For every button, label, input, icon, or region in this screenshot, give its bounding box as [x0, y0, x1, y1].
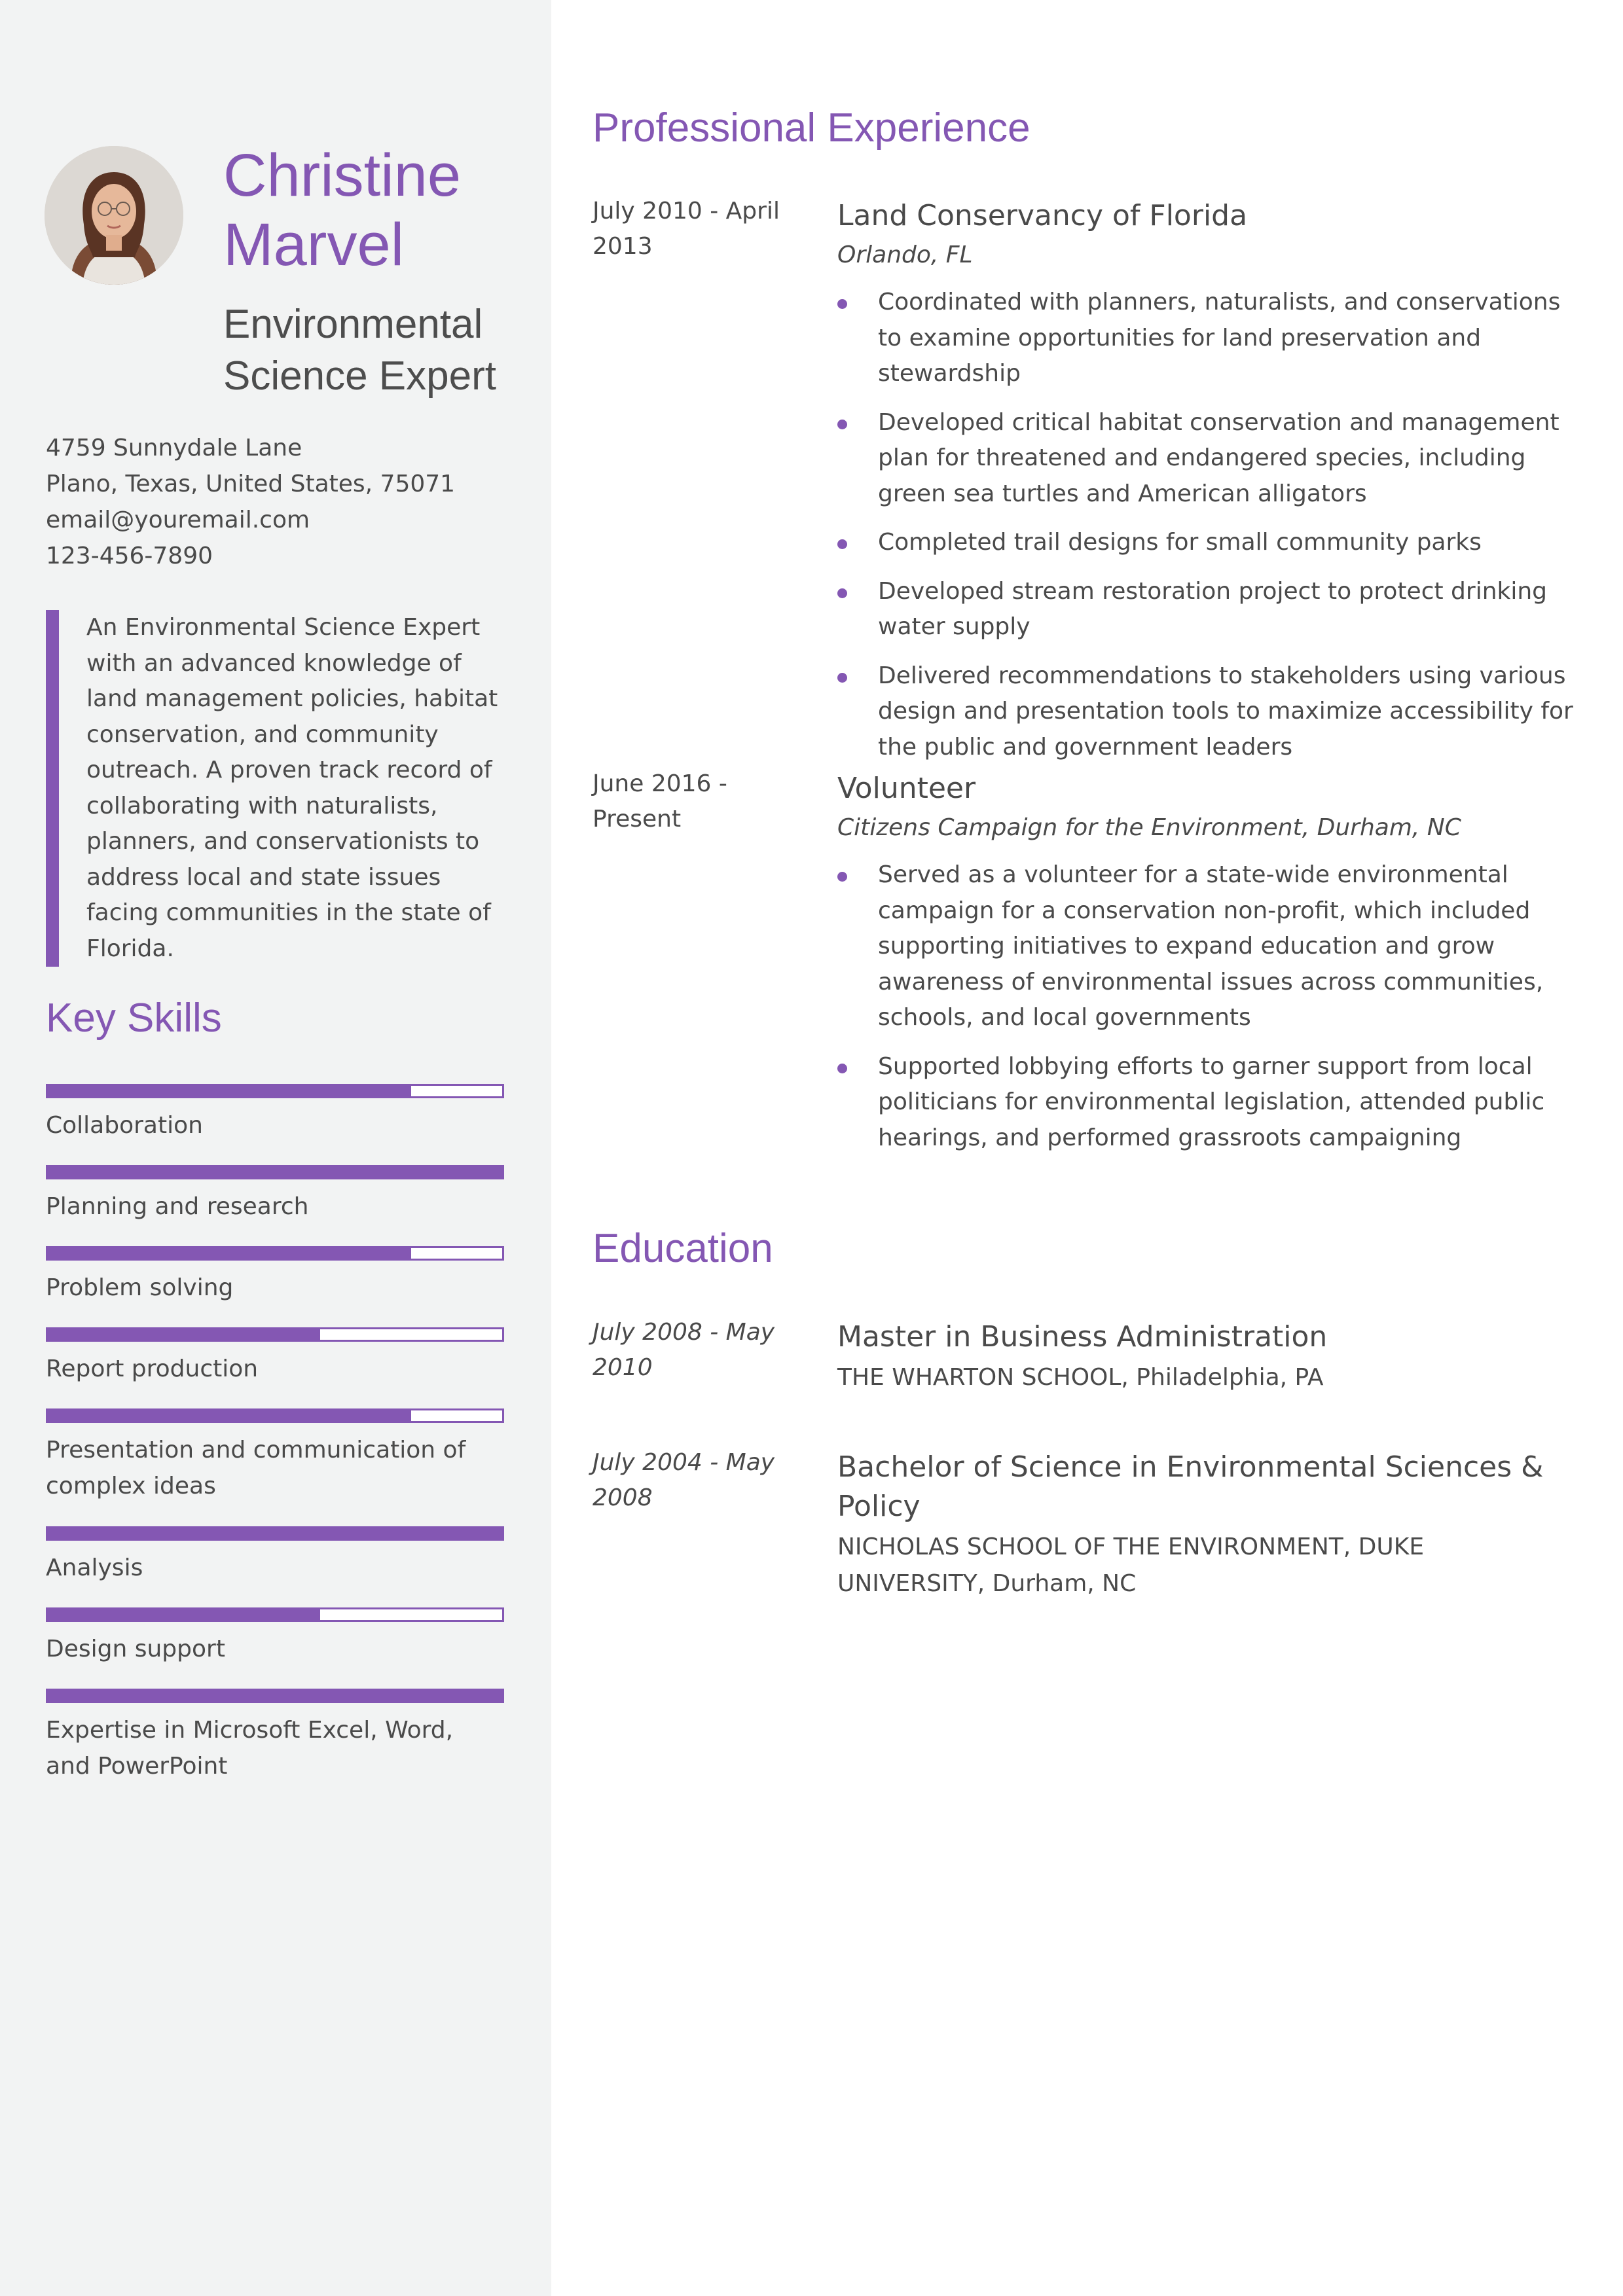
job-title-line: Environmental	[223, 302, 483, 347]
contact-info	[46, 430, 530, 574]
degree-name: Bachelor of Science in Environmental Sciences & Policy	[837, 1450, 1544, 1523]
list-item: Coordinated with planners, naturalists, and conservations to examine opportunities for land preservation and stewardship	[837, 285, 1575, 392]
responsibility-list	[837, 285, 1575, 765]
entry-body	[837, 1318, 1575, 1396]
list-item: Developed stream restoration project to protect drinking water supply	[837, 574, 1575, 645]
employer-location: Orlando, FL	[837, 242, 973, 268]
candidate-name	[223, 141, 538, 279]
entry-date: July 2010 - April 2013	[593, 198, 780, 260]
school-name: THE WHARTON SCHOOL, Philadelphia, PA	[837, 1364, 1324, 1391]
sidebar	[0, 0, 551, 2296]
skill-name: Design support	[46, 1636, 225, 1662]
skill-level-bar	[46, 1607, 504, 1622]
list-item: Served as a volunteer for a state-wide environmental campaign for a conservation non-profit, which included supporting initiatives to expand education and grow awareness of environmental issues across communities, schools, and local governments	[837, 857, 1575, 1036]
employer-name: Land Conservancy of Florida	[837, 199, 1248, 232]
skill-level-bar	[46, 1246, 504, 1261]
skill-item	[46, 1165, 504, 1225]
person-photo-icon	[45, 146, 183, 285]
education-heading: Education	[593, 1226, 773, 1271]
experience-heading: Professional Experience	[593, 105, 1030, 151]
entry-date: July 2008 - May 2010	[593, 1319, 775, 1381]
skill-item	[46, 1327, 504, 1387]
skill-level-fill	[48, 1248, 411, 1259]
job-title	[223, 298, 538, 402]
skill-name: Report production	[46, 1355, 259, 1382]
avatar	[45, 146, 183, 285]
skill-level-fill	[48, 1329, 320, 1340]
email[interactable]: email@youremail.com	[46, 507, 310, 533]
summary: An Environmental Science Expert with an advanced knowledge of land management policies, habitat conservation, and community outreach. A proven track record of collaborating with naturalists, planners, and conservationists to address local and state issues facing communities in the state of Florida.	[46, 610, 517, 967]
list-item: Developed critical habitat conservation and management plan for threatened and endangered species, including green sea turtles and American alligators	[837, 405, 1575, 512]
skill-level-fill	[48, 1410, 411, 1421]
entry-date: July 2004 - May 2008	[593, 1449, 775, 1511]
list-item: Supported lobbying efforts to garner support from local politicians for environmental legislation, attended public hearings, and performed grassroots campaigning	[837, 1049, 1575, 1157]
address-line: Plano, Texas, United States, 75071	[46, 471, 456, 497]
skill-level-bar	[46, 1165, 504, 1179]
degree-name: Master in Business Administration	[837, 1320, 1328, 1354]
skill-item	[46, 1084, 504, 1143]
skills-heading: Key Skills	[46, 996, 222, 1041]
employer-location: Citizens Campaign for the Environment, Durham, NC	[837, 814, 1461, 841]
school-name: NICHOLAS SCHOOL OF THE ENVIRONMENT, DUKE UNIVERSITY, Durham, NC	[837, 1534, 1425, 1597]
skill-level-fill	[48, 1691, 502, 1701]
list-item: Completed trail designs for small community parks	[837, 525, 1575, 561]
entry-body	[837, 1448, 1575, 1602]
skill-name: Problem solving	[46, 1274, 234, 1301]
skill-item	[46, 1607, 504, 1667]
skill-item	[46, 1689, 504, 1784]
last-name: Marvel	[223, 211, 405, 278]
employer-name: Volunteer	[837, 772, 976, 805]
skill-level-bar	[46, 1689, 504, 1703]
skill-level-fill	[48, 1528, 502, 1539]
skill-name: Collaboration	[46, 1112, 203, 1139]
skill-name: Planning and research	[46, 1193, 309, 1220]
skill-item	[46, 1526, 504, 1586]
job-title-line: Science Expert	[223, 353, 496, 399]
phone[interactable]: 123-456-7890	[46, 543, 213, 569]
skill-name: Expertise in Microsoft Excel, Word, and PowerPoint	[46, 1717, 454, 1780]
skill-item	[46, 1246, 504, 1306]
entry-date: June 2016 - Present	[593, 770, 727, 833]
skill-name: Analysis	[46, 1554, 143, 1581]
skill-level-bar	[46, 1408, 504, 1423]
skill-level-bar	[46, 1327, 504, 1342]
skill-name: Presentation and communication of complex ideas	[46, 1437, 466, 1499]
responsibility-list	[837, 857, 1575, 1156]
entry-body	[837, 196, 1575, 778]
skill-item	[46, 1408, 504, 1504]
skill-level-bar	[46, 1526, 504, 1541]
list-item: Delivered recommendations to stakeholders using various design and presentation tools to maximize accessibility for the public and government leaders	[837, 658, 1575, 766]
first-name: Christine	[223, 142, 462, 209]
address-line: 4759 Sunnydale Lane	[46, 435, 302, 461]
skill-level-fill	[48, 1086, 411, 1096]
entry-body	[837, 769, 1575, 1169]
skill-level-fill	[48, 1609, 320, 1620]
skill-level-fill	[48, 1167, 502, 1177]
skill-level-bar	[46, 1084, 504, 1098]
